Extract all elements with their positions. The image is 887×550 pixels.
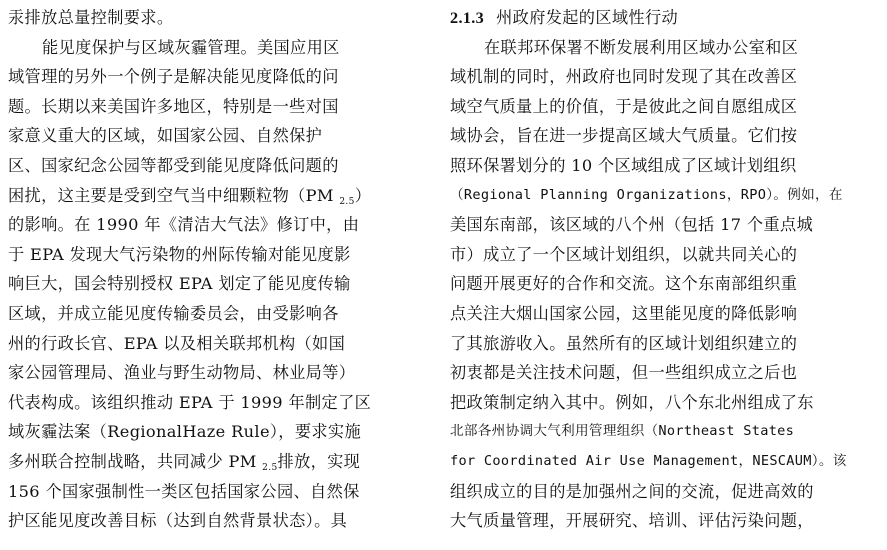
text-line: 题。长期以来美国许多地区，特别是一些对国 [8,96,339,116]
text-line: 域管理的另外一个例子是解决能见度降低的问 [8,67,339,87]
section-number: 2.1.3 [450,9,485,27]
text-line: 初衷都是关注技术问题，但一些组织成立之后也 [450,363,798,383]
right-column [450,0,882,536]
text-line: 区、国家纪念公园等都受到能见度降低问题的 [8,155,339,175]
text-segment: ） [354,185,372,205]
text-line: 了其旅游收入。虽然所有的区域计划组织建立的 [450,333,798,353]
text-line: 域空气质量上的价值，于是彼此之间自愿组成区 [450,96,798,116]
text-line: 域机制的同时，州政府也同时发现了其在改善区 [450,67,798,87]
text-line: 域协会，旨在进一步提高区域大气质量。它们按 [450,126,798,146]
text-line: 北部各州协调大气利用管理组织（Northeast States [450,423,795,440]
text-line: 于 EPA 发现大气污染物的州际传输对能见度影 [8,244,351,264]
paragraph-visibility-start: 能见度保护与区域灰霾管理。美国应用区 [42,37,340,57]
text-line: 代表构成。该组织推动 EPA 于 1999 年制定了区 [8,392,372,412]
text-line: 问题开展更好的合作和交流。这个东南部组织重 [450,274,798,294]
text-line: 区域，并成立能见度传输委员会，由受影响各 [8,303,339,323]
text-line: 把政策制定纳入其中。例如，八个东北州组成了东 [450,392,814,412]
text-line: 护区能见度改善目标（达到自然背景状态）。具 [8,511,348,531]
section-heading [450,3,882,33]
text-segment: 多州联合控制战略，共同减少 PM [8,451,263,471]
text-line: 市）成立了一个区域计划组织，以就共同关心的 [450,244,798,264]
text-line: 156 个国家强制性一类区包括国家公园、自然保 [8,481,360,501]
text-line: 组织成立的目的是加强州之间的交流，促进高效的 [450,481,814,501]
text-line: 的影响。在 1990 年《清洁大气法》修订中，由 [8,215,360,235]
text-line: 域灰霾法案（RegionalHaze Rule），要求实施 [8,422,361,442]
left-column [8,0,416,536]
text-line: 点关注大烟山国家公园，这里能见度的降低影响 [450,303,798,323]
text-line-pm25 [8,181,416,211]
text-line: 家公园管理局、渔业与野生动物局、林业局等） [8,363,356,383]
section-title: 州政府发起的区域性行动 [496,8,679,27]
text-segment: 困扰，这主要是受到空气当中细颗粒物（PM [8,185,340,205]
subscript: 2.5 [262,462,278,473]
text-line: （Regional Planning Organizations，RPO）。例如，在 [450,186,843,203]
subscript: 2.5 [339,196,355,207]
text-line: 家意义重大的区域，如国家公园、自然保护 [8,126,323,146]
text-line: 照环保署划分的 10 个区域组成了区域计划组织 [450,155,797,175]
text-line: 响巨大，国会特别授权 EPA 划定了能见度传输 [8,274,351,294]
text-line: 美国东南部，该区域的八个州（包括 17 个重点城 [450,215,814,235]
text-line: for Coordinated Air Use Management，NESCAUM）。该 [450,452,847,469]
text-line: 州的行政长官、EPA 以及相关联邦机构（如国 [8,333,346,353]
text-line-pm25 [8,447,416,477]
text-line: 汞排放总量控制要求。 [8,8,174,27]
text-segment: 排放，实现 [277,451,361,471]
text-line: 大气质量管理，开展研究、培训、评估污染问题， [450,511,814,531]
paragraph-start: 在联邦环保署不断发展利用区域办公室和区 [484,37,799,57]
